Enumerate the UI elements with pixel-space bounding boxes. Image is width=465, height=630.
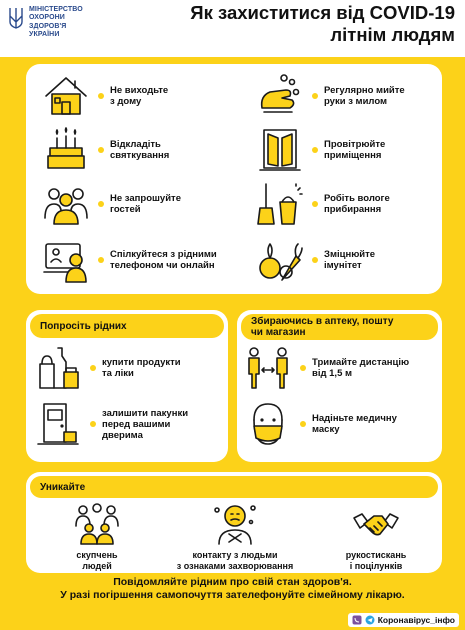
avoid-heading: Уникайте (30, 476, 438, 498)
tip-ventilate: Провітрюйте приміщення (256, 126, 385, 174)
tip-wash-hands: Регулярно мийте руки з милом (256, 72, 405, 120)
ministry-logo (8, 6, 83, 39)
tip-no-guests: Не запрошуйте гостей (42, 180, 181, 228)
face-mask-icon (244, 400, 292, 448)
avoid-sick-contact: контакту з людьми з ознаками захворювання (168, 500, 302, 571)
ask-buy-groceries: купити продукти та ліки (34, 344, 181, 392)
keep-distance: Тримайте дистанцію від 1,5 м (244, 344, 409, 392)
tip-wet-cleaning: Робіть вологе прибирання (256, 180, 390, 228)
social-distance-icon (244, 344, 292, 392)
house-icon (42, 72, 90, 120)
groceries-icon (34, 344, 82, 392)
avoid-crowds: скупчень людей (56, 500, 138, 571)
crowd-icon (73, 500, 121, 548)
open-window-icon (256, 126, 304, 174)
ask-relatives-heading: Попросіть рідних (30, 314, 224, 338)
ministry-name: МІНІСТЕРСТВО ОХОРОНИ ЗДОРОВ'Я УКРАЇНИ (29, 6, 83, 38)
header (0, 0, 465, 58)
ask-leave-packages: залишити пакунки перед вашими дверима (34, 400, 188, 448)
trident-icon (8, 6, 24, 30)
cleaning-tools-icon (256, 180, 304, 228)
tip-stay-home: Не виходьте з дому (42, 72, 168, 120)
sick-person-icon (211, 500, 259, 548)
footer-message: Повідомляйте рідним про свій стан здоров'я. У разі погіршення самопочуття зателефонуйте сімейному лікарю. (60, 576, 405, 601)
tip-postpone-celebrations: Відкладіть святкування (42, 126, 169, 174)
telegram-icon (365, 615, 375, 625)
handshake-icon (352, 500, 400, 548)
going-out-heading: Збираючись в аптеку, пошту чи магазин (241, 314, 438, 340)
page-title: Як захиститися від COVID-19 літнім людям (190, 2, 455, 45)
brand-badge[interactable]: Коронавірус_інфо (348, 613, 459, 627)
video-call-icon (42, 236, 90, 284)
door-icon (34, 400, 82, 448)
viber-icon (352, 615, 362, 625)
group-of-people-icon (42, 180, 90, 228)
wear-mask: Надіньте медичну маску (244, 400, 397, 448)
vegetables-icon (256, 236, 304, 284)
avoid-handshakes: рукостискань і поцілунків (328, 500, 424, 571)
tip-boost-immunity: Зміцнюйте імунітет (256, 236, 375, 284)
birthday-cake-icon (42, 126, 90, 174)
tip-call-relatives: Спілкуйтеся з рідними телефоном чи онлайн (42, 236, 217, 284)
washing-hands-icon (256, 72, 304, 120)
